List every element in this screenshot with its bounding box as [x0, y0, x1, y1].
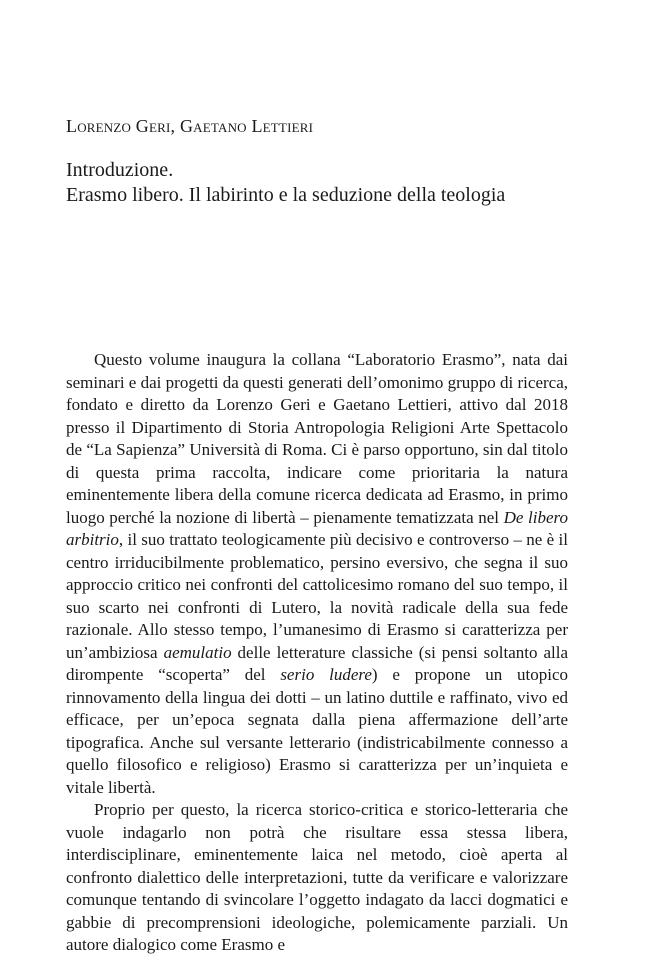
- paragraph-1-text-b: , il suo trattato teologicamente più decisivo e controverso – ne è il centro irriducibilmente problematico, persino eversivo, che segna il suo approccio critico nei confronti del cattolicesimo romano del suo tempo, il suo scarto nei confronti di Lutero, la novità radicale della sua fede razionale. Allo stesso tempo, l’umanesimo di Erasmo si caratterizza per un’ambiziosa: [66, 530, 568, 662]
- term-serio-ludere: serio ludere: [280, 665, 372, 684]
- paragraph-1-text-a: Questo volume inaugura la collana “Laboratorio Erasmo”, nata dai seminari e dai progetti da questi generati dell’omonimo gruppo di ricerca, fondato e diretto da Lorenzo Geri e Gaetano Lettieri, attivo dal 2018 presso il Dipartimento di Storia Antropologia Religioni Arte Spettacolo de “La Sapienza” Università di Roma. Ci è parso opportuno, sin dal titolo di questa prima raccolta, indicare come prioritaria la natura eminentemente libera della comune ricerca dedicata ad Erasmo, in primo luogo perché la nozione di libertà – pienamente tematizzata nel: [66, 350, 568, 527]
- paragraph-1-text-c: delle letterature classiche (si pensi soltanto alla dirompente “scoperta” del: [66, 642, 568, 684]
- term-aemulatio: aemulatio: [163, 642, 232, 662]
- body-paragraph-1: [66, 349, 568, 799]
- paragraph-1-text-d: ) e propone un utopico rinnovamento della lingua dei dotti – un latino duttile e raffinato, vivo ed efficace, per un’epoca segnata dalla piena affermazione dell’arte tipografica. Anche sul versante letterario (indistricabilmente connesso a quello filosofico e religioso) Erasmo si caratterizza per un’inquieta e vitale libertà.: [66, 665, 568, 797]
- chapter-title: [66, 158, 505, 208]
- chapter-body: [66, 349, 568, 957]
- chapter-title-line-1: Introduzione.: [66, 159, 174, 181]
- chapter-title-line-2: Erasmo libero. Il labirinto e la seduzione della teologia: [66, 184, 506, 206]
- body-paragraph-2: Proprio per questo, la ricerca storico-critica e storico-letteraria che vuole indagarlo non potrà che risultare essa stessa libera, interdisciplinare, eminentemente laica nel metodo, cioè aperta al confronto dialettico delle interpretazioni, tutte da verificare e valorizzare comunque tentando di svincolare l’oggetto indagato da lacci dogmatici e gabbie di precomprensioni ideologiche, polemicamente parziali. Un autore dialogico come Erasmo e: [66, 800, 568, 954]
- chapter-authors: Lorenzo Geri, Gaetano Lettieri: [66, 116, 314, 136]
- title-de-libero-arbitrio: De libero arbitrio: [66, 507, 568, 549]
